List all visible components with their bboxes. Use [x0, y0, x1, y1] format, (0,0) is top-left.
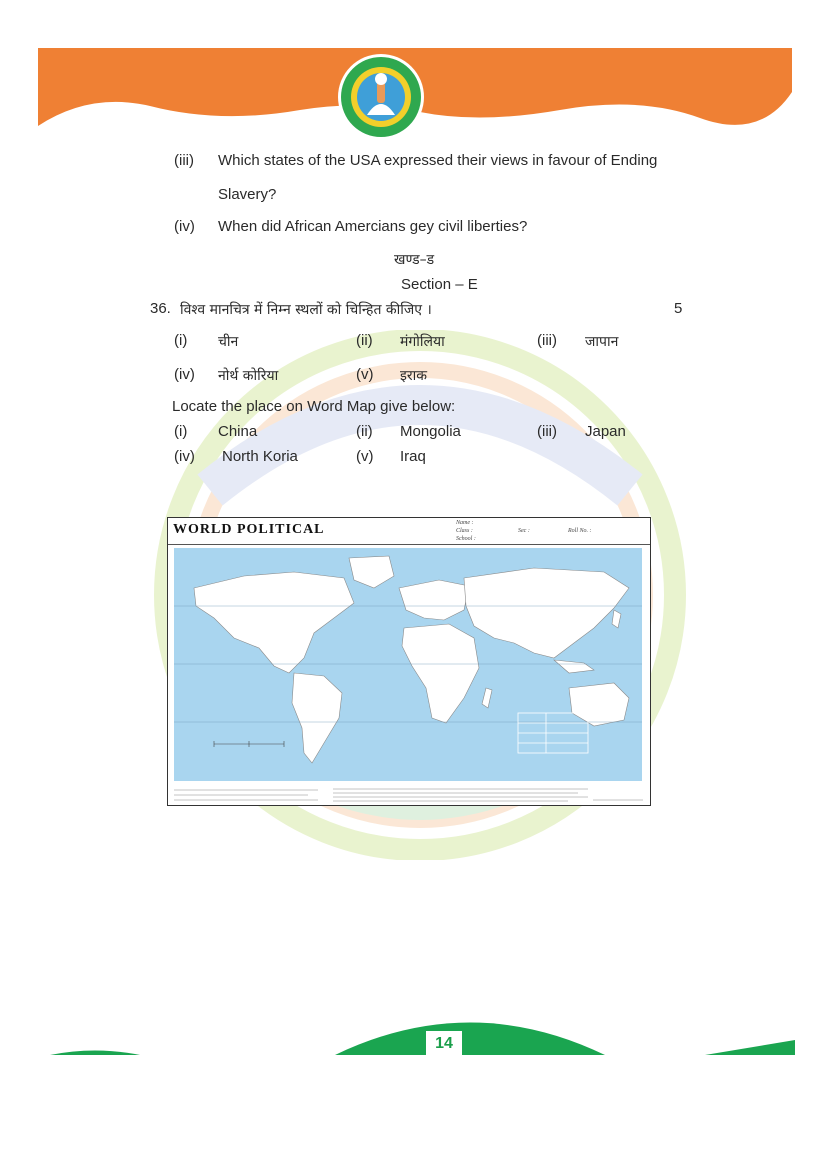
hindi-item-label: नोर्थ कोरिया — [218, 368, 279, 384]
map-ocean — [174, 548, 642, 781]
map-school-label: School : — [456, 536, 476, 542]
hindi-item-num: (i) — [174, 332, 188, 349]
question-iv-number: (iv) — [174, 218, 195, 235]
hindi-item-num: (iii) — [537, 332, 557, 349]
english-item-label: China — [218, 423, 258, 440]
english-item-num: (ii) — [356, 423, 373, 440]
hindi-item-num: (iv) — [174, 366, 195, 383]
question-36-hindi-prompt: विश्व मानचित्र में निम्न स्थलों को चिन्हित कीजिए । — [180, 302, 432, 318]
english-item-num: (iii) — [537, 423, 557, 440]
north-america-shape — [194, 572, 354, 673]
hindi-item-label: मंगोलिया — [400, 334, 445, 350]
south-america-shape — [292, 673, 342, 763]
answer-table — [518, 713, 588, 753]
hindi-item-label: इराक — [400, 368, 427, 384]
australia-shape — [569, 683, 629, 726]
english-item-label: Iraq — [400, 448, 426, 465]
question-iv-text: When did African Amercians gey civil liberties? — [218, 218, 528, 235]
english-item-label: Japan — [585, 423, 626, 440]
scale-bar — [214, 741, 284, 747]
question-iii-text-cont: Slavery? — [218, 186, 277, 203]
greenland-shape — [349, 556, 394, 588]
question-36-english-prompt: Locate the place on Word Map give below: — [172, 398, 456, 415]
map-roll-label: Roll No. : — [568, 528, 592, 534]
world-map-landmasses — [174, 548, 642, 781]
world-political-map — [167, 517, 651, 806]
map-footer-notes — [168, 785, 650, 805]
english-item-label: Mongolia — [400, 423, 461, 440]
english-item-num: (iv) — [174, 448, 195, 465]
hindi-item-num: (ii) — [356, 332, 373, 349]
section-heading-english: Section – E — [401, 276, 478, 293]
southeast-asia-islands-shape — [554, 660, 594, 673]
question-36-number: 36. — [150, 300, 171, 317]
map-sec-label: Sec : — [518, 528, 530, 534]
asia-shape — [464, 568, 629, 658]
question-iii-number: (iii) — [174, 152, 194, 169]
japan-shape — [612, 610, 621, 628]
africa-shape — [402, 624, 479, 723]
map-name-label: Name : — [456, 520, 474, 526]
question-iii-text: Which states of the USA expressed their views in favour of Ending — [218, 152, 658, 169]
map-class-label: Class : — [456, 528, 473, 534]
logo-emblem — [337, 53, 425, 141]
madagascar-shape — [482, 688, 492, 708]
english-item-label: North Koria — [222, 448, 298, 465]
english-item-num: (i) — [174, 423, 188, 440]
hindi-item-num: (v) — [356, 366, 374, 383]
hindi-item-label: जापान — [585, 334, 619, 350]
europe-shape — [399, 580, 469, 620]
question-36-marks: 5 — [674, 300, 683, 317]
footer-wave — [0, 1000, 826, 1070]
english-item-num: (v) — [356, 448, 374, 465]
page-number: 14 — [426, 1031, 462, 1057]
map-title: WORLD POLITICAL — [173, 522, 325, 537]
hindi-item-label: चीन — [218, 334, 239, 350]
section-heading-hindi: खण्ड–ड — [394, 252, 435, 268]
